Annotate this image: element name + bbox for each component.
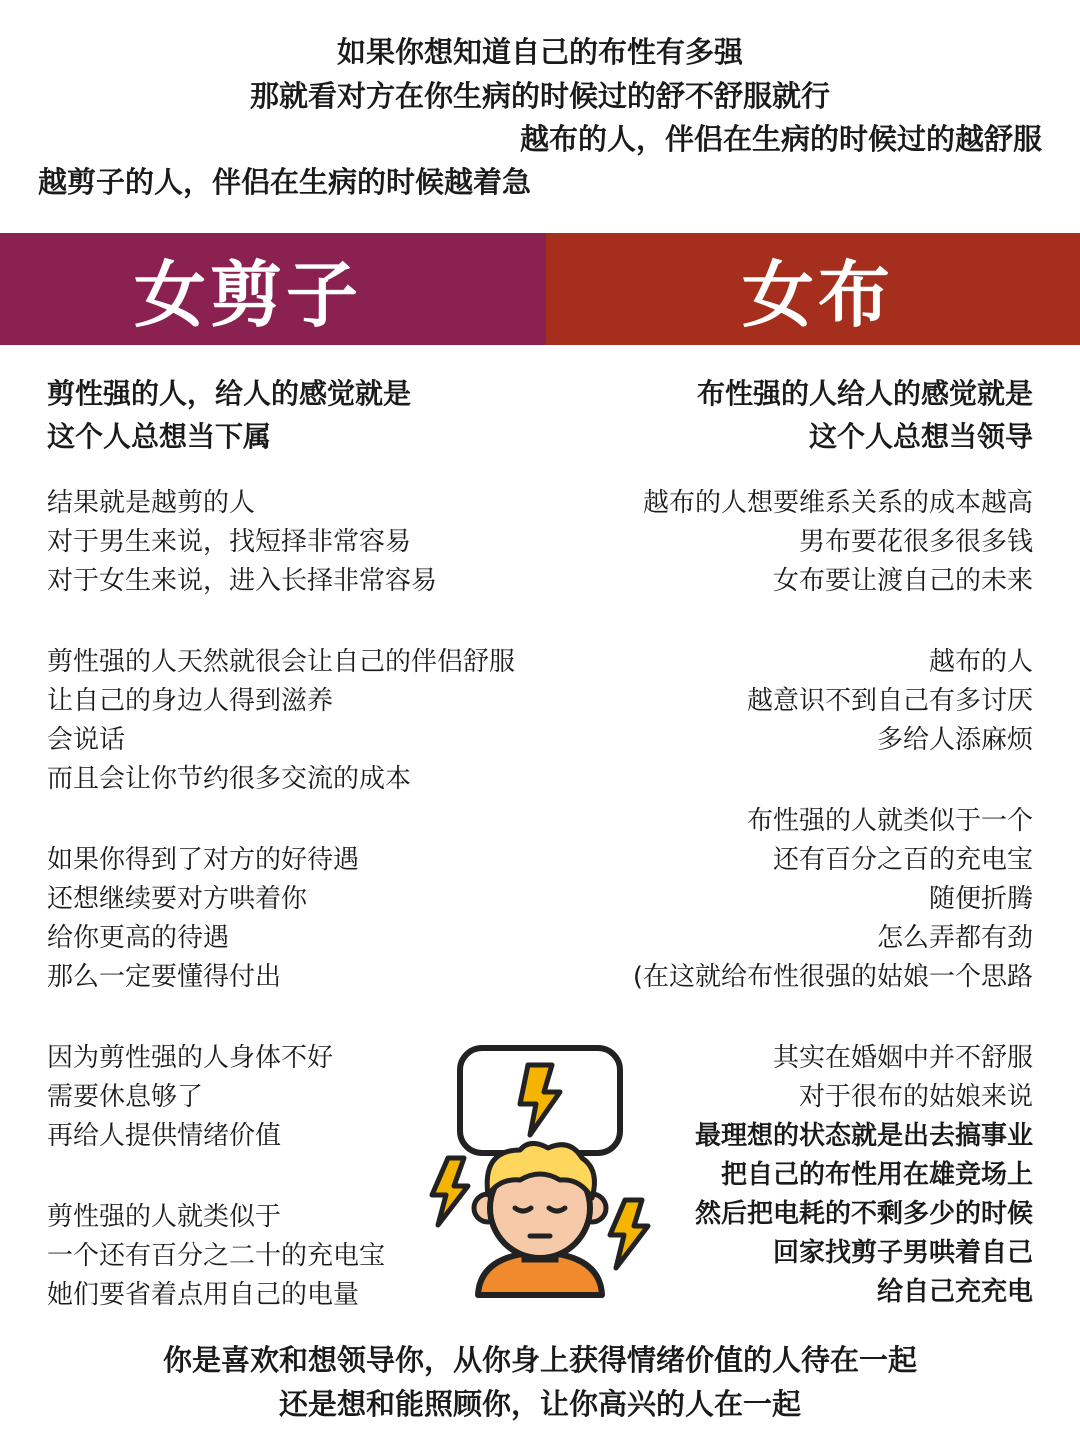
intro-line-3: 越布的人，伴侣在生病的时候过的越舒服 [519,122,1042,156]
left-p4-1: 因为剪性强的人身体不好 [47,1043,334,1073]
banner-right [546,233,1080,345]
right-p4-bold-3: 然后把电耗的不剩多少的时候 [694,1199,1033,1229]
right-p3-3: 随便折腾 [928,884,1033,914]
intro-line-2: 那就看对方在你生病的时候过的舒不舒服就行 [249,79,830,113]
banner-right-title: 女布 [741,253,894,337]
left-p1-1: 结果就是越剪的人 [47,488,256,518]
left-subtitle-2: 这个人总想当下属 [47,420,272,453]
banner-left [0,233,546,345]
left-p3-3: 给你更高的待遇 [47,923,230,953]
right-p3-5: (在这就给布性很强的姑娘一个思路 [632,962,1033,992]
right-p1-3: 女布要让渡自己的未来 [772,566,1033,596]
right-p4-bold-5: 给自己充充电 [876,1277,1033,1307]
left-p2-1: 剪性强的人天然就很会让自己的伴侣舒服 [47,647,516,677]
right-p2-2: 越意识不到自己有多讨厌 [746,686,1033,716]
right-p2-1: 越布的人 [928,647,1033,677]
intro-line-1: 如果你想知道自己的布性有多强 [336,35,743,69]
banner-left-title: 女剪子 [133,253,362,337]
right-p4-bold-2: 把自己的布性用在雄竞场上 [720,1160,1033,1190]
footer-line-2: 还是想和能照顾你，让你高兴的人在一起 [278,1387,801,1421]
left-p5-2: 一个还有百分之二十的充电宝 [47,1241,386,1271]
left-p5-1: 剪性强的人就类似于 [47,1202,282,1232]
right-p4-bold-4: 回家找剪子男哄着自己 [772,1238,1033,1268]
right-p3-2: 还有百分之百的充电宝 [772,845,1033,875]
left-subtitle-1: 剪性强的人，给人的感觉就是 [47,377,412,410]
left-p3-1: 如果你得到了对方的好待遇 [47,845,360,875]
left-p1-2: 对于男生来说，找短择非常容易 [47,527,412,557]
intro-line-4: 越剪子的人，伴侣在生病的时候越着急 [38,165,532,199]
right-p3-1: 布性强的人就类似于一个 [746,806,1033,836]
footer-line-1: 你是喜欢和想领导你，从你身上获得情绪价值的人待在一起 [162,1343,917,1377]
left-p1-3: 对于女生来说，进入长择非常容易 [47,566,438,596]
left-p2-3: 会说话 [47,725,126,755]
right-p2-3: 多给人添麻烦 [876,725,1033,755]
tired-person-lightning-icon [420,1040,660,1300]
right-p4-1: 其实在婚姻中并不舒服 [772,1043,1033,1073]
left-p2-4: 而且会让你节约很多交流的成本 [47,764,412,794]
right-subtitle-2: 这个人总想当领导 [808,420,1033,453]
left-p4-2: 需要休息够了 [47,1082,204,1112]
right-subtitle-1: 布性强的人给人的感觉就是 [696,377,1033,410]
right-p4-bold-1: 最理想的状态就是出去搞事业 [694,1121,1033,1151]
left-p2-2: 让自己的身边人得到滋养 [47,686,334,716]
left-p4-3: 再给人提供情绪价值 [47,1121,282,1151]
right-p1-2: 男布要花很多很多钱 [798,527,1033,557]
left-p3-2: 还想继续要对方哄着你 [47,884,308,914]
right-p1-1: 越布的人想要维系关系的成本越高 [642,488,1033,518]
left-p5-3: 她们要省着点用自己的电量 [47,1280,360,1310]
left-p3-4: 那么一定要懂得付出 [47,962,282,992]
right-p4-2: 对于很布的姑娘来说 [798,1082,1033,1112]
right-p3-4: 怎么弄都有劲 [876,923,1033,953]
